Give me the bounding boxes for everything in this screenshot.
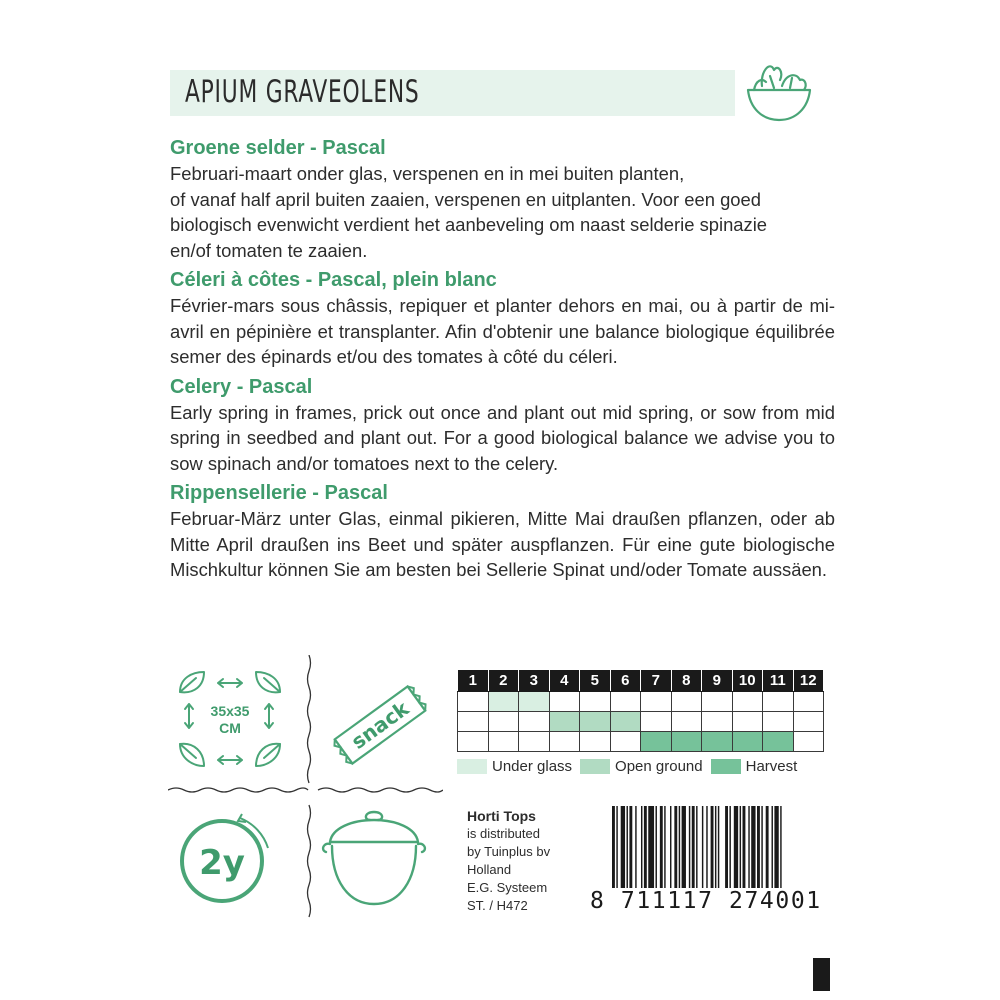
calendar-cell bbox=[702, 712, 733, 732]
snack-icon bbox=[325, 670, 435, 780]
calendar-cell bbox=[641, 692, 672, 712]
legend-label: Harvest bbox=[745, 758, 798, 775]
calendar-cell bbox=[549, 732, 580, 752]
row-harvest bbox=[458, 732, 824, 752]
section-title: Rippensellerie - Pascal bbox=[170, 482, 388, 504]
distributor-line: E.G. Systeem bbox=[467, 880, 548, 895]
calendar-cell bbox=[488, 732, 519, 752]
calendar-cell bbox=[488, 712, 519, 732]
calendar-cell bbox=[458, 732, 489, 752]
calendar-cell bbox=[580, 712, 611, 732]
calendar-cell bbox=[702, 692, 733, 712]
row-open-ground bbox=[458, 712, 824, 732]
calendar-cell bbox=[458, 712, 489, 732]
calendar-cell bbox=[610, 732, 641, 752]
section-text: Février-mars sous châssis, repiquer et planter dehors en mai, ou à partir de mi-avril en pépinière et transplanter. Afin d'obtenir une balance biologique équilibrée semer des épinards et/ou des tomates à côté du céleri. bbox=[170, 295, 835, 367]
calendar-cell bbox=[763, 732, 794, 752]
distributor-line: is distributed bbox=[467, 826, 540, 841]
section-french bbox=[170, 267, 835, 370]
salad-bowl-icon bbox=[740, 56, 816, 128]
month-header: 5 bbox=[580, 670, 611, 692]
calendar-cell bbox=[519, 692, 550, 712]
text-line: en/of tomaten te zaaien. bbox=[170, 239, 368, 261]
month-header: 10 bbox=[732, 670, 763, 692]
distributor-info bbox=[467, 807, 550, 915]
legend-label: Under glass bbox=[492, 758, 573, 775]
calendar-cell bbox=[458, 692, 489, 712]
legend-label: Open ground bbox=[615, 758, 703, 775]
calendar-cell bbox=[702, 732, 733, 752]
snack-label: snack bbox=[346, 696, 414, 754]
calendar-legend bbox=[457, 758, 805, 775]
text-line: Februari-maart onder glas, verspenen en in mei buiten planten, bbox=[170, 163, 685, 184]
section-dutch bbox=[170, 135, 835, 263]
month-header: 11 bbox=[763, 670, 794, 692]
section-text: Early spring in frames, prick out once and plant out mid spring, or sow from mid spring in seedbed and plant out. For a good biological balance we advise you to sow spinach and/or tomatoes next to the celery. bbox=[170, 401, 835, 474]
section-german bbox=[170, 480, 835, 583]
calendar-cell bbox=[793, 692, 824, 712]
calendar-cell bbox=[641, 732, 672, 752]
leaf-icon bbox=[180, 672, 204, 692]
calendar-header-row bbox=[458, 670, 824, 692]
calendar-cell bbox=[671, 712, 702, 732]
barcode-number: 8 711117 274001 bbox=[590, 888, 822, 914]
calendar-cell bbox=[793, 712, 824, 732]
legend-swatch bbox=[580, 759, 610, 774]
month-header: 1 bbox=[458, 670, 489, 692]
calendar-cell bbox=[671, 732, 702, 752]
section-title: Celery - Pascal bbox=[170, 375, 313, 398]
brand-name: Horti Tops bbox=[467, 808, 536, 824]
section-title: Céleri à côtes - Pascal, plein blanc bbox=[170, 269, 497, 291]
spacing-unit: CM bbox=[219, 720, 241, 736]
legend-item-under-glass bbox=[457, 758, 572, 775]
calendar-cell bbox=[763, 712, 794, 732]
month-header: 4 bbox=[549, 670, 580, 692]
cooking-pot-icon bbox=[318, 808, 430, 912]
month-header: 9 bbox=[702, 670, 733, 692]
sowing-calendar bbox=[457, 669, 824, 752]
month-header: 7 bbox=[641, 670, 672, 692]
legend-item-harvest bbox=[711, 758, 798, 775]
calendar-cell bbox=[580, 692, 611, 712]
calendar-cell bbox=[610, 712, 641, 732]
section-text bbox=[170, 161, 835, 263]
description-area bbox=[170, 135, 835, 587]
print-mark bbox=[813, 958, 830, 991]
years-label: 2y bbox=[199, 843, 245, 883]
calendar-cell bbox=[671, 692, 702, 712]
legend-item-open-ground bbox=[580, 758, 703, 775]
spacing-value: 35x35 bbox=[210, 703, 250, 719]
calendar-cell bbox=[488, 692, 519, 712]
distributor-line: by Tuinplus bv bbox=[467, 844, 551, 859]
calendar-cell bbox=[549, 692, 580, 712]
calendar-cell bbox=[732, 732, 763, 752]
section-english bbox=[170, 374, 835, 477]
text-line: biologisch evenwicht verdient het aanbeveling om naast selderie spinazie bbox=[170, 214, 768, 235]
legend-swatch bbox=[711, 759, 741, 774]
calendar-cell bbox=[732, 712, 763, 732]
distributor-line: ST. / H472 bbox=[467, 898, 528, 913]
month-header: 2 bbox=[488, 670, 519, 692]
legend-swatch bbox=[457, 759, 487, 774]
calendar-cell bbox=[763, 692, 794, 712]
calendar-cell bbox=[549, 712, 580, 732]
calendar-cell bbox=[519, 712, 550, 732]
text-line: of vanaf half april buiten zaaien, verspenen en uitplanten. Voor een goed bbox=[170, 188, 761, 210]
section-title: Groene selder - Pascal bbox=[170, 137, 386, 159]
month-header: 12 bbox=[793, 670, 824, 692]
latin-name: APIUM GRAVEOLENS bbox=[185, 74, 420, 110]
distributor-line: Holland bbox=[467, 862, 512, 877]
month-header: 3 bbox=[519, 670, 550, 692]
calendar-cell bbox=[610, 692, 641, 712]
calendar-cell bbox=[641, 712, 672, 732]
month-header: 6 bbox=[610, 670, 641, 692]
biennial-icon bbox=[170, 808, 276, 914]
month-header: 8 bbox=[671, 670, 702, 692]
spacing-icon bbox=[172, 666, 287, 776]
calendar-cell bbox=[580, 732, 611, 752]
calendar-cell bbox=[732, 692, 763, 712]
calendar-cell bbox=[519, 732, 550, 752]
calendar-cell bbox=[793, 732, 824, 752]
row-under-glass bbox=[458, 692, 824, 712]
horizontal-divider bbox=[168, 780, 443, 800]
section-text: Februar-März unter Glas, einmal pikieren, Mitte Mai draußen pflanzen, oder ab Mitte April draußen ins Beet und später auspflanzen. Für eine gute biologische Mischkultur können Sie am besten bei Sellerie Spinat und/oder Tomate aussäen. bbox=[170, 508, 835, 580]
